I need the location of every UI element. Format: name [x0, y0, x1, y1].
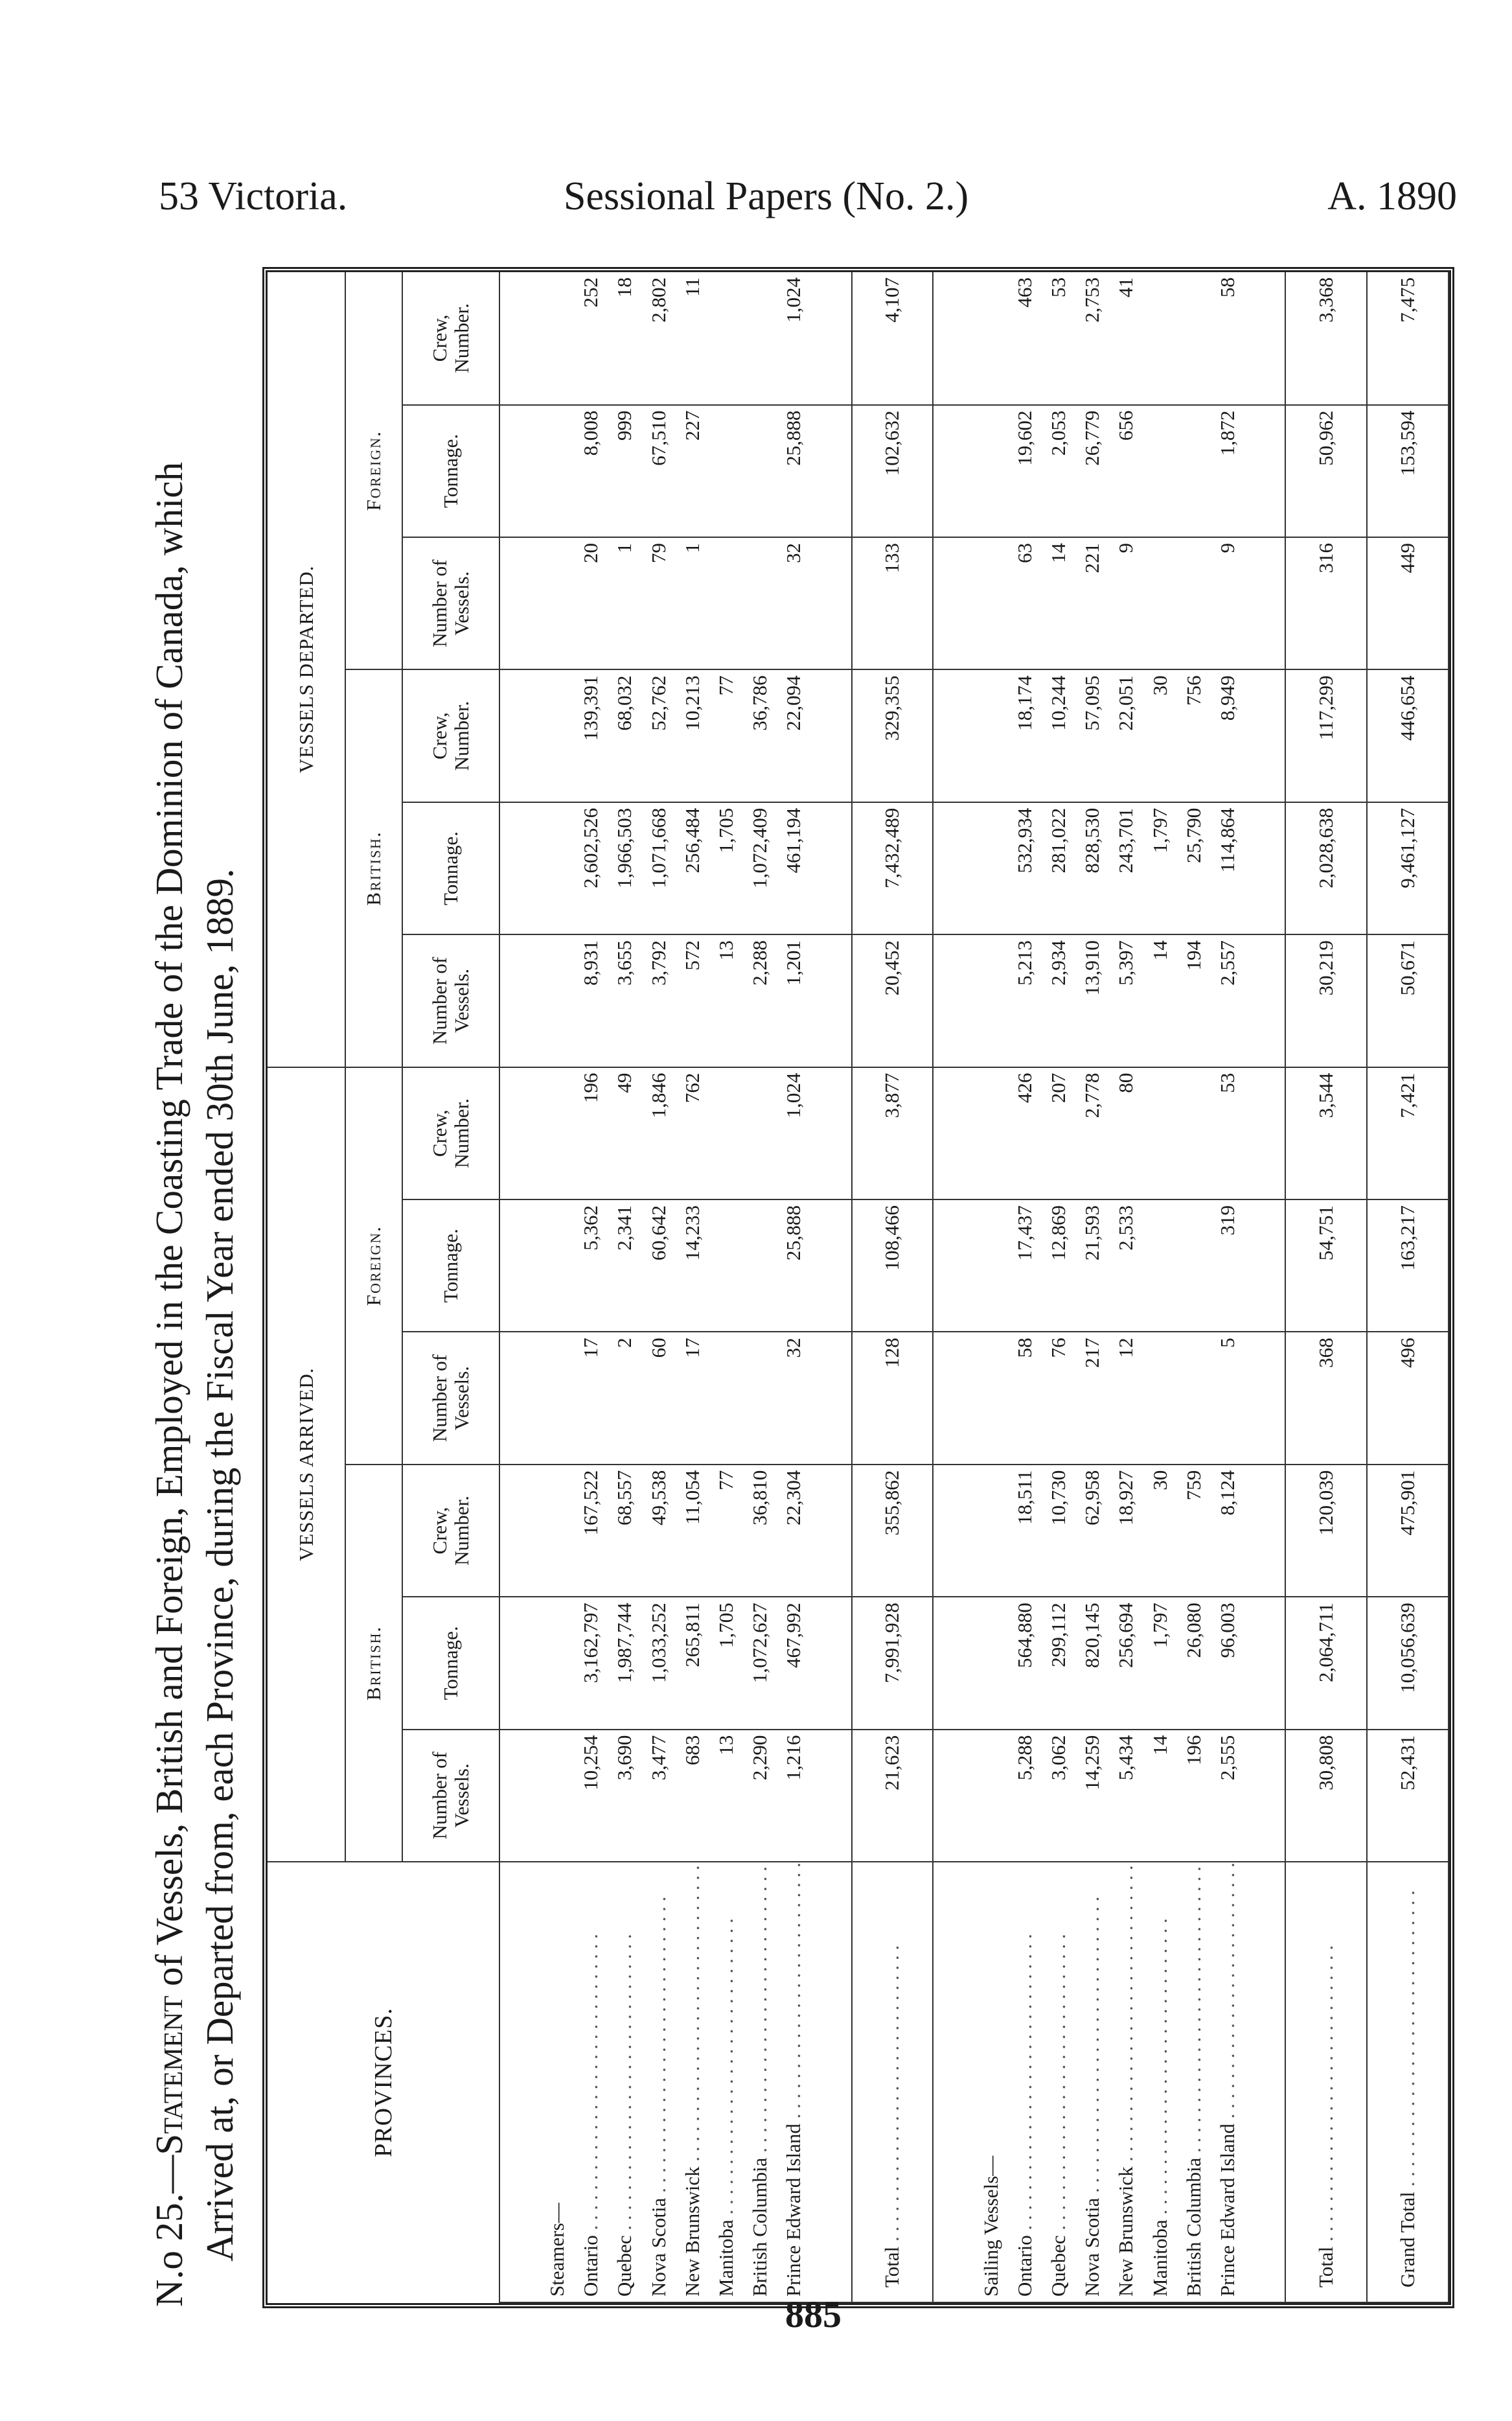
table-cell [1177, 1199, 1211, 1332]
table-cell: 20 [574, 537, 608, 669]
table-cell: 2,602,526 [574, 802, 608, 934]
table-cell: 3,477 [642, 1730, 676, 1862]
table-cell: 762 [676, 1067, 709, 1199]
table-cell: 1,846 [642, 1067, 676, 1199]
table-cell: 96,003 [1211, 1597, 1244, 1729]
arrived-british-header: British. [345, 1465, 402, 1862]
table-cell: 355,862 [852, 1465, 934, 1597]
table-cell: 1,024 [777, 1067, 810, 1199]
column-header: Tonnage. [402, 802, 499, 934]
table-row [743, 272, 777, 2302]
table-cell: 53 [1042, 272, 1075, 405]
table-cell: 63 [1008, 537, 1042, 669]
table-row [574, 272, 608, 2302]
table-cell: 252 [574, 272, 608, 405]
table-cell: 139,391 [574, 669, 608, 802]
table-cell: 9 [1211, 537, 1244, 669]
arrived-foreign-header: Foreign. [345, 1067, 402, 1465]
table-cell: 3,062 [1042, 1730, 1075, 1862]
table-cell: 50,962 [1285, 405, 1367, 537]
table-cell: 14 [1042, 537, 1075, 669]
table-cell: 18 [608, 272, 641, 405]
column-header: Crew, Number. [402, 1465, 499, 1597]
table-cell: 5,362 [574, 1199, 608, 1332]
departed-british-header: British. [345, 669, 402, 1067]
table-cell: 14,233 [676, 1199, 709, 1332]
table-cell [709, 537, 743, 669]
table-cell [709, 405, 743, 537]
header-session: 53 Victoria. [159, 174, 348, 218]
table-cell: 828,530 [1075, 802, 1109, 934]
table-cell: 2,341 [608, 1199, 641, 1332]
table-cell: 21,593 [1075, 1199, 1109, 1332]
table-cell: 5,434 [1109, 1730, 1143, 1862]
column-header: Tonnage. [402, 1597, 499, 1729]
table-cell: 9,461,127 [1367, 802, 1449, 934]
table-cell: 196 [574, 1067, 608, 1199]
table-row [777, 272, 810, 2302]
table-row [1008, 272, 1042, 2302]
table-cell: 1 [608, 537, 641, 669]
table-cell: 30,219 [1285, 934, 1367, 1067]
table-row [1211, 272, 1244, 2302]
caption-line-1: N.o 25.—Statement of Vessels, British and Foreign, Employed in the Coasting Trade of the Dominion of Canada, which [148, 461, 190, 2307]
table-cell [1177, 537, 1211, 669]
table-cell: 17,437 [1008, 1199, 1042, 1332]
table-cell: 102,632 [852, 405, 934, 537]
column-header: Tonnage. [402, 405, 499, 537]
table-cell: 1,072,627 [743, 1597, 777, 1729]
table-cell: 11 [676, 272, 709, 405]
table-cell: 756 [1177, 669, 1211, 802]
table-cell: 3,544 [1285, 1067, 1367, 1199]
table-cell: 3,792 [642, 934, 676, 1067]
table-row [1075, 272, 1109, 2302]
coasting-trade-table [268, 272, 1449, 2303]
table-cell: 58 [1008, 1332, 1042, 1464]
table-cell: 21,623 [852, 1730, 934, 1862]
table-cell: 1,072,409 [743, 802, 777, 934]
table-cell [1143, 1199, 1176, 1332]
table-cell: 49,538 [642, 1465, 676, 1597]
row-label: Nova Scotia . . . [642, 1862, 676, 2302]
table-row [676, 272, 709, 2302]
column-header: Number of Vessels. [402, 1332, 499, 1464]
table-cell: 54,751 [1285, 1199, 1367, 1332]
departed-foreign-header: Foreign. [345, 272, 402, 669]
table-cell [1177, 272, 1211, 405]
statistics-table-frame [262, 267, 1454, 2308]
table-cell: 221 [1075, 537, 1109, 669]
table-cell: 17 [676, 1332, 709, 1464]
table-cell: 50,671 [1367, 934, 1449, 1067]
table-cell: 22,051 [1109, 669, 1143, 802]
table-cell [1143, 1067, 1176, 1199]
table-cell: 2,555 [1211, 1730, 1244, 1862]
table-cell [709, 1199, 743, 1332]
column-header: Number of Vessels. [402, 934, 499, 1067]
row-label: British Columbia . . . [743, 1862, 777, 2302]
table-row [608, 272, 641, 2302]
table-cell: 2,934 [1042, 934, 1075, 1067]
table-cell [709, 272, 743, 405]
header-title: Sessional Papers (No. 2.) [564, 174, 969, 218]
table-cell: 196 [1177, 1730, 1211, 1862]
table-cell: 10,254 [574, 1730, 608, 1862]
row-label: Ontario . . . [1008, 1862, 1042, 2302]
table-cell: 12 [1109, 1332, 1143, 1464]
table-cell: 207 [1042, 1067, 1075, 1199]
table-cell: 243,701 [1109, 802, 1143, 934]
table-cell: 10,213 [676, 669, 709, 802]
table-cell: 820,145 [1075, 1597, 1109, 1729]
table-cell [1143, 537, 1176, 669]
table-cell: 41 [1109, 272, 1143, 405]
table-cell: 68,032 [608, 669, 641, 802]
table-cell: 1,201 [777, 934, 810, 1067]
table-row [642, 272, 676, 2302]
table-cell: 5,213 [1008, 934, 1042, 1067]
table-cell: 10,056,639 [1367, 1597, 1449, 1729]
row-label: Grand Total . . . [1367, 1862, 1449, 2302]
table-cell [743, 1067, 777, 1199]
table-cell: 3,162,797 [574, 1597, 608, 1729]
table-cell: 999 [608, 405, 641, 537]
table-cell: 2,533 [1109, 1199, 1143, 1332]
table-cell: 117,299 [1285, 669, 1367, 802]
table-cell: 2,053 [1042, 405, 1075, 537]
table-cell: 5,288 [1008, 1730, 1042, 1862]
table-cell: 461,194 [777, 802, 810, 934]
table-cell: 299,112 [1042, 1597, 1075, 1729]
table-cell: 13,910 [1075, 934, 1109, 1067]
table-cell: 217 [1075, 1332, 1109, 1464]
table-cell: 7,475 [1367, 272, 1449, 405]
table-cell [743, 405, 777, 537]
table-cell: 5 [1211, 1332, 1244, 1464]
table-cell: 3,877 [852, 1067, 934, 1199]
row-label: Manitoba . . . [709, 1862, 743, 2302]
table-cell: 1,797 [1143, 1597, 1176, 1729]
table-cell: 449 [1367, 537, 1449, 669]
table-cell: 2,778 [1075, 1067, 1109, 1199]
table-cell [709, 1067, 743, 1199]
table-cell: 426 [1008, 1067, 1042, 1199]
table-cell: 57,095 [1075, 669, 1109, 802]
table-row [1042, 272, 1075, 2302]
table-cell: 5,397 [1109, 934, 1143, 1067]
table-cell: 759 [1177, 1465, 1211, 1597]
table-cell: 60 [642, 1332, 676, 1464]
table-cell: 133 [852, 537, 934, 669]
table-cell: 17 [574, 1332, 608, 1464]
table-cell: 194 [1177, 934, 1211, 1067]
row-label: New Brunswick . . . [1109, 1862, 1143, 2302]
table-cell: 8,949 [1211, 669, 1244, 802]
table-cell [1143, 405, 1176, 537]
table-cell: 80 [1109, 1067, 1143, 1199]
total-row [852, 272, 934, 2302]
table-cell: 3,655 [608, 934, 641, 1067]
provinces-header: PROVINCES. [268, 1862, 499, 2302]
table-cell: 13 [709, 1730, 743, 1862]
table-cell: 77 [709, 1465, 743, 1597]
column-header: Crew, Number. [402, 669, 499, 802]
header-year: A. 1890 [1327, 174, 1457, 218]
table-cell [1143, 1332, 1176, 1464]
table-cell: 8,124 [1211, 1465, 1244, 1597]
table-cell: 52,762 [642, 669, 676, 802]
table-cell: 53 [1211, 1067, 1244, 1199]
table-cell: 1,872 [1211, 405, 1244, 537]
table-cell: 1,705 [709, 1597, 743, 1729]
table-cell: 167,522 [574, 1465, 608, 1597]
table-cell: 18,511 [1008, 1465, 1042, 1597]
table-cell: 7,421 [1367, 1067, 1449, 1199]
table-cell: 49 [608, 1067, 641, 1199]
table-cell [1177, 405, 1211, 537]
table-cell: 8,931 [574, 934, 608, 1067]
table-cell: 25,790 [1177, 802, 1211, 934]
page-number: 885 [785, 2293, 842, 2335]
table-cell: 572 [676, 934, 709, 1067]
table-cell: 14 [1143, 1730, 1176, 1862]
table-cell: 683 [676, 1730, 709, 1862]
table-cell: 1,966,503 [608, 802, 641, 934]
table-cell: 1,033,252 [642, 1597, 676, 1729]
table-cell: 1,987,744 [608, 1597, 641, 1729]
row-label: Prince Edward Island . . . [777, 1862, 810, 2302]
section-label: Sailing Vessels— [974, 1862, 1007, 2302]
table-cell: 564,880 [1008, 1597, 1042, 1729]
caption-line-2: Arrived at, or Departed from, each Province, during the Fiscal Year ended 30th June, 1889. [198, 868, 241, 2262]
table-cell: 32 [777, 1332, 810, 1464]
table-cell: 2,028,638 [1285, 802, 1367, 934]
row-label: Total . . . [1285, 1862, 1367, 2302]
table-cell: 475,901 [1367, 1465, 1449, 1597]
table-cell: 1,797 [1143, 802, 1176, 934]
table-cell: 11,054 [676, 1465, 709, 1597]
departed-header: VESSELS DEPARTED. [268, 272, 345, 1067]
table-cell: 153,594 [1367, 405, 1449, 537]
table-cell: 4,107 [852, 272, 934, 405]
table-cell: 14 [1143, 934, 1176, 1067]
table-caption [144, 253, 280, 2307]
table-cell: 2,064,711 [1285, 1597, 1367, 1729]
row-label: New Brunswick . . . [676, 1862, 709, 2302]
table-cell: 26,779 [1075, 405, 1109, 537]
table-row [1177, 272, 1211, 2302]
table-cell: 2,288 [743, 934, 777, 1067]
table-cell: 316 [1285, 537, 1367, 669]
table-cell: 18,927 [1109, 1465, 1143, 1597]
table-cell: 368 [1285, 1332, 1367, 1464]
table-cell [743, 1199, 777, 1332]
table-cell: 2,802 [642, 272, 676, 405]
table-cell: 67,510 [642, 405, 676, 537]
table-cell: 62,958 [1075, 1465, 1109, 1597]
table-cell: 446,654 [1367, 669, 1449, 802]
section-label: Steamers— [540, 1862, 574, 2302]
table-cell: 14,259 [1075, 1730, 1109, 1862]
column-header: Number of Vessels. [402, 1730, 499, 1862]
table-cell: 30 [1143, 1465, 1176, 1597]
table-cell: 2,290 [743, 1730, 777, 1862]
table-cell: 25,888 [777, 1199, 810, 1332]
table-cell: 7,991,928 [852, 1597, 934, 1729]
table-cell [743, 537, 777, 669]
total-row [1285, 272, 1367, 2302]
row-label: Quebec . . . [1042, 1862, 1075, 2302]
row-label: Quebec . . . [608, 1862, 641, 2302]
table-cell: 20,452 [852, 934, 934, 1067]
table-cell: 22,304 [777, 1465, 810, 1597]
table-cell: 3,690 [608, 1730, 641, 1862]
table-cell: 19,602 [1008, 405, 1042, 537]
table-cell: 68,557 [608, 1465, 641, 1597]
table-cell: 58 [1211, 272, 1244, 405]
row-label: Nova Scotia . . . [1075, 1862, 1109, 2302]
table-cell [1177, 1067, 1211, 1199]
table-cell [743, 1332, 777, 1464]
table-row [1109, 272, 1143, 2302]
column-header: Tonnage. [402, 1199, 499, 1332]
table-cell: 256,484 [676, 802, 709, 934]
table-cell: 2,557 [1211, 934, 1244, 1067]
column-header: Crew, Number. [402, 272, 499, 405]
table-cell: 128 [852, 1332, 934, 1464]
table-cell: 2 [608, 1332, 641, 1464]
table-cell: 319 [1211, 1199, 1244, 1332]
table-cell: 227 [676, 405, 709, 537]
table-cell: 13 [709, 934, 743, 1067]
section-label-row [974, 272, 1007, 2302]
table-cell: 467,992 [777, 1597, 810, 1729]
table-cell: 10,244 [1042, 669, 1075, 802]
table-cell: 1,071,668 [642, 802, 676, 934]
row-label: Manitoba . . . [1143, 1862, 1176, 2302]
row-label: Prince Edward Island . . . [1211, 1862, 1244, 2302]
row-label: British Columbia . . . [1177, 1862, 1211, 2302]
table-cell: 256,694 [1109, 1597, 1143, 1729]
table-row [1143, 272, 1176, 2302]
table-cell: 32 [777, 537, 810, 669]
table-cell [1143, 272, 1176, 405]
table-cell: 1,705 [709, 802, 743, 934]
table-cell: 1,024 [777, 272, 810, 405]
table-cell: 25,888 [777, 405, 810, 537]
table-cell [709, 1332, 743, 1464]
table-cell [743, 272, 777, 405]
table-cell: 656 [1109, 405, 1143, 537]
section-label-row [540, 272, 574, 2302]
table-cell: 329,355 [852, 669, 934, 802]
table-cell: 36,786 [743, 669, 777, 802]
total-row [1367, 272, 1449, 2302]
table-cell: 532,934 [1008, 802, 1042, 934]
column-header: Number of Vessels. [402, 537, 499, 669]
table-cell: 1 [676, 537, 709, 669]
table-cell: 3,368 [1285, 272, 1367, 405]
table-cell: 36,810 [743, 1465, 777, 1597]
table-cell: 76 [1042, 1332, 1075, 1464]
table-cell: 60,642 [642, 1199, 676, 1332]
table-cell: 2,753 [1075, 272, 1109, 405]
table-cell: 496 [1367, 1332, 1449, 1464]
table-cell: 108,466 [852, 1199, 934, 1332]
column-header: Crew, Number. [402, 1067, 499, 1199]
table-cell: 463 [1008, 272, 1042, 405]
table-cell: 12,869 [1042, 1199, 1075, 1332]
arrived-header: VESSELS ARRIVED. [268, 1067, 345, 1862]
table-cell: 265,811 [676, 1597, 709, 1729]
table-cell: 18,174 [1008, 669, 1042, 802]
table-cell: 22,094 [777, 669, 810, 802]
table-cell [1177, 1332, 1211, 1464]
table-row [709, 272, 743, 2302]
table-cell: 8,008 [574, 405, 608, 537]
table-cell: 163,217 [1367, 1199, 1449, 1332]
table-cell: 26,080 [1177, 1597, 1211, 1729]
table-cell: 120,039 [1285, 1465, 1367, 1597]
table-cell: 30,808 [1285, 1730, 1367, 1862]
row-label: Total . . . [852, 1862, 934, 2302]
table-cell: 10,730 [1042, 1465, 1075, 1597]
table-cell: 281,022 [1042, 802, 1075, 934]
table-cell: 77 [709, 669, 743, 802]
row-label: Ontario . . . [574, 1862, 608, 2302]
table-cell: 1,216 [777, 1730, 810, 1862]
table-cell: 79 [642, 537, 676, 669]
table-cell: 7,432,489 [852, 802, 934, 934]
table-cell: 30 [1143, 669, 1176, 802]
table-cell: 9 [1109, 537, 1143, 669]
table-cell: 52,431 [1367, 1730, 1449, 1862]
table-cell: 114,864 [1211, 802, 1244, 934]
